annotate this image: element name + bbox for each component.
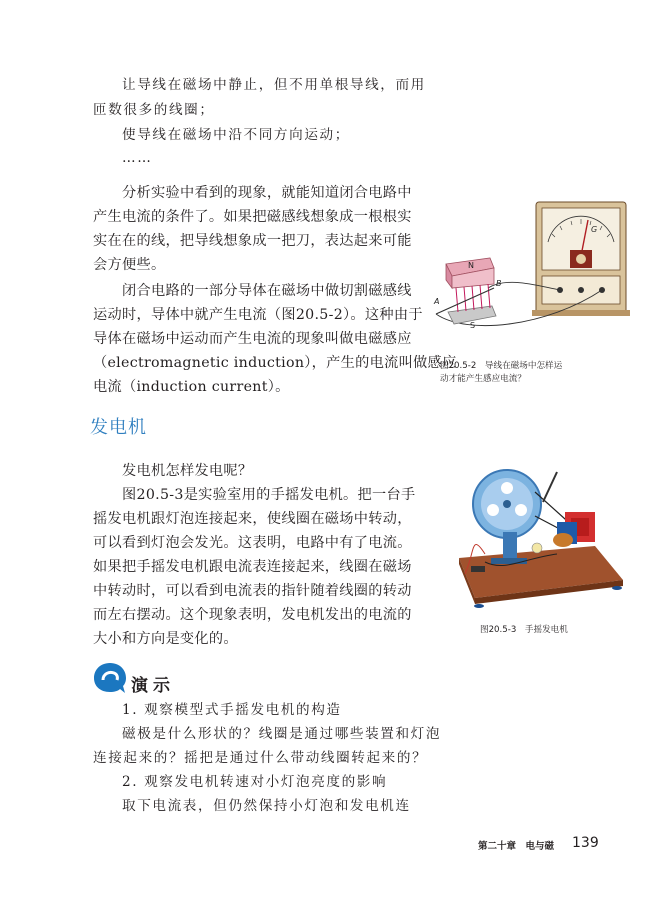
body-line: （electromagnetic induction），产生的电流叫做感应 [93, 355, 457, 371]
body-line: 实在在的线，把导线想象成一把刀，表达起来可能 [93, 233, 412, 249]
body-line: 可以看到灯泡会发光。这表明，电路中有了电流。 [93, 535, 412, 551]
intro-line: 使导线在磁场中沿不同方向运动； [122, 127, 350, 143]
svg-text:S: S [470, 321, 476, 330]
intro-line: …… [122, 150, 153, 166]
body-line: 会方便些。 [93, 257, 166, 273]
svg-text:G: G [591, 225, 598, 234]
demo-item-title: 2. 观察发电机转速对小灯泡亮度的影响 [122, 774, 388, 790]
svg-text:B: B [496, 279, 502, 288]
induction-experiment-figure [428, 196, 638, 354]
body-line: 图20.5-3是实验室用的手摇发电机。把一台手 [122, 487, 416, 503]
body-line: 摇发电机跟灯泡连接起来，使线圈在磁场中转动， [93, 511, 412, 527]
body-line: 电流（induction current）。 [93, 379, 290, 395]
body-line: 闭合电路的一部分导体在磁场中做切割磁感线 [122, 283, 412, 299]
intro-line: 让导线在磁场中静止，但不用单根导线，而用 [122, 77, 426, 93]
body-line: 分析实验中看到的现象，就能知道闭合电路中 [122, 185, 412, 201]
body-line: 产生电流的条件了。如果把磁感线想象成一根根实 [93, 209, 412, 225]
body-line: 如果把手摇发电机跟电流表连接起来，线圈在磁场 [93, 559, 412, 575]
figure-caption: 图20.5-2 导线在磁场中怎样运 动才能产生感应电流？ [440, 361, 563, 384]
page-number: 139 [572, 835, 599, 851]
demo-title: 演示 [131, 676, 175, 696]
hand-generator-photo [445, 462, 625, 612]
chapter-footer: 第二十章 电与磁 [478, 841, 555, 852]
intro-line: 匝数很多的线圈； [93, 102, 215, 118]
demo-line: 磁极是什么形状的？线圈是通过哪些装置和灯泡 [122, 726, 442, 742]
body-line: 运动时，导体中就产生电流（图20.5-2）。这种由于 [93, 307, 423, 323]
svg-text:N: N [468, 261, 474, 270]
demo-item-title: 1. 观察模型式手摇发电机的构造 [122, 702, 342, 718]
section-heading: 发电机 [90, 417, 147, 438]
speech-bubble-icon [92, 661, 128, 695]
body-line: 导体在磁场中运动而产生电流的现象叫做电磁感应 [93, 331, 412, 347]
demo-line: 连接起来的？摇把是通过什么带动线圈转起来的？ [93, 750, 428, 766]
body-line: 大小和方向是变化的。 [93, 631, 238, 647]
svg-text:A: A [434, 297, 440, 306]
body-line: 而左右摆动。这个现象表明，发电机发出的电流的 [93, 607, 412, 623]
body-line: 中转动时，可以看到电流表的指针随着线圈的转动 [93, 583, 412, 599]
figure-caption: 图20.5-3 手摇发电机 [480, 625, 568, 635]
demo-line: 取下电流表，但仍然保持小灯泡和发电机连 [122, 798, 411, 814]
body-line: 发电机怎样发电呢？ [122, 463, 253, 479]
